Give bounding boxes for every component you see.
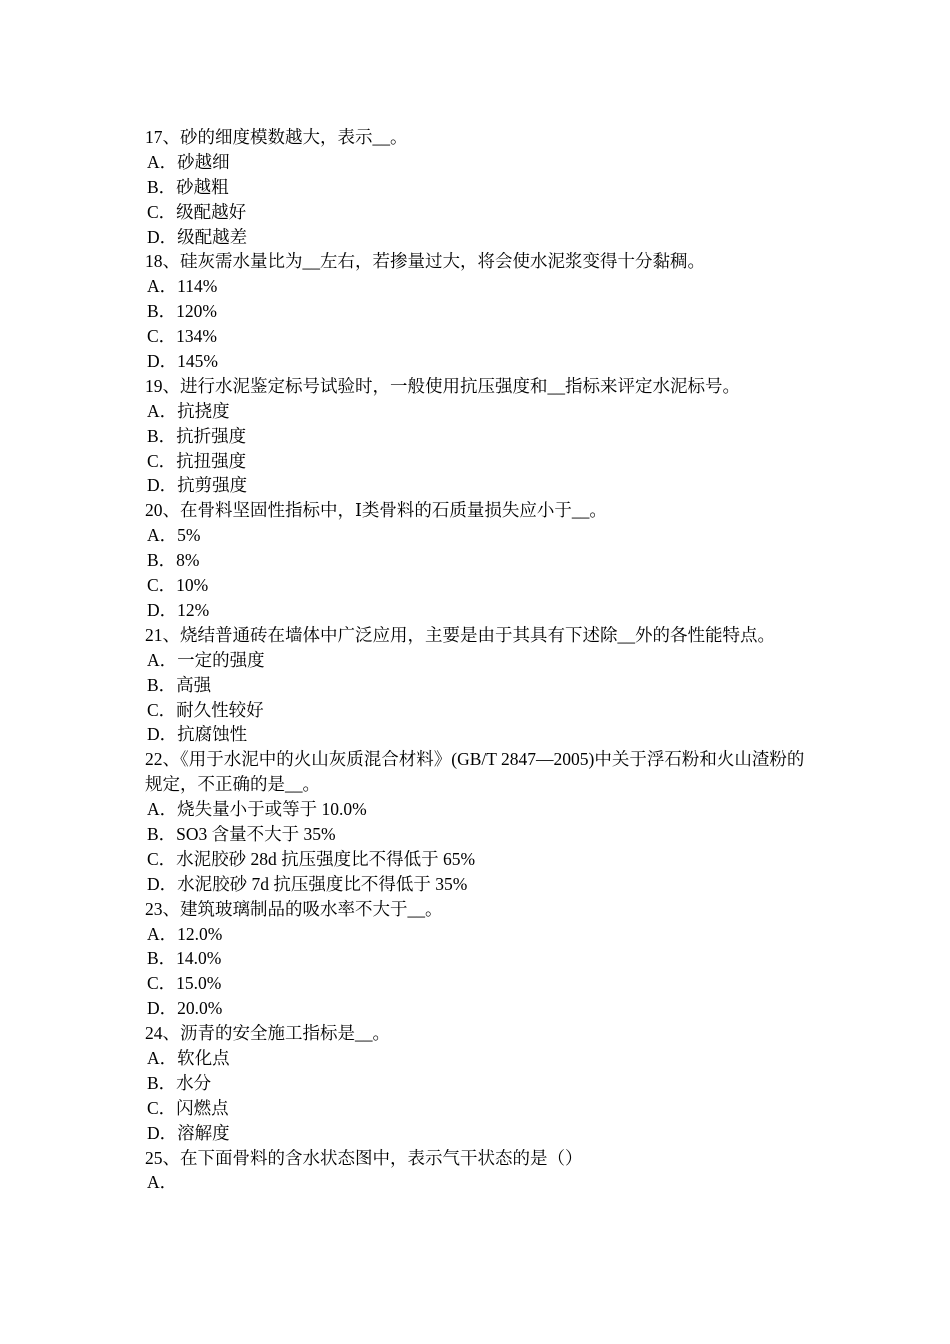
option-c: C．级配越好 (147, 201, 247, 222)
option-a: A．软化点 (147, 1048, 230, 1068)
option-c: C．耐久性较好 (147, 699, 264, 720)
question-22 (145, 747, 817, 896)
question-21 (145, 623, 817, 747)
option-c: C．水泥胶砂 28d 抗压强度比不得低于 65% (147, 848, 476, 869)
option-d: D．抗腐蚀性 (147, 724, 248, 745)
option-b: B．水分 (147, 1072, 212, 1093)
option-a: A．砂越细 (147, 151, 230, 172)
question-17 (145, 125, 817, 249)
option-a: A． (147, 1172, 178, 1193)
option-b: B．8% (147, 550, 200, 571)
option-a: A．烧失量小于或等于 10.0% (147, 799, 367, 820)
option-a: A．一定的强度 (147, 649, 265, 670)
question-stem: 20、在骨料坚固性指标中，Ⅰ类骨料的石质量损失应小于__。 (145, 500, 607, 521)
question-18 (145, 249, 817, 373)
question-24 (145, 1021, 817, 1145)
option-d: D．级配越差 (147, 226, 248, 247)
option-d: D．145% (147, 351, 218, 372)
question-stem: 21、烧结普通砖在墙体中广泛应用，主要是由于其具有下述除__外的各性能特点。 (145, 624, 775, 645)
option-c: C．15.0% (147, 973, 222, 994)
question-list (145, 125, 817, 1195)
question-stem: 25、在下面骨料的含水状态图中，表示气干状态的是（） (145, 1147, 583, 1168)
option-b: B．14.0% (147, 948, 222, 969)
option-c: C．10% (147, 575, 209, 596)
question-23 (145, 897, 817, 1021)
option-c: C．闪燃点 (147, 1097, 229, 1118)
option-d: D．12% (147, 599, 210, 620)
question-stem: 24、沥青的安全施工指标是__。 (145, 1023, 390, 1044)
option-b: B．高强 (147, 674, 212, 695)
question-stem: 19、进行水泥鉴定标号试验时，一般使用抗压强度和__指标来评定水泥标号。 (145, 375, 740, 396)
question-19 (145, 374, 817, 498)
question-20 (145, 498, 817, 622)
option-d: D．抗剪强度 (147, 475, 248, 496)
question-stem: 22、《用于水泥中的火山灰质混合材料》(GB/T 2847—2005)中关于浮石粉和火山渣粉的规定，不正确的是__。 (145, 749, 805, 795)
option-a: A．114% (147, 276, 218, 297)
option-d: D．20.0% (147, 998, 223, 1019)
option-c: C．抗扭强度 (147, 450, 247, 471)
option-d: D．水泥胶砂 7d 抗压强度比不得低于 35% (147, 873, 468, 894)
option-b: B．120% (147, 301, 217, 322)
question-stem: 17、砂的细度模数越大，表示__。 (145, 127, 408, 147)
question-stem: 23、建筑玻璃制品的吸水率不大于__。 (145, 898, 443, 919)
option-a: A．抗挠度 (147, 400, 230, 421)
option-b: B．SO3 含量不大于 35% (147, 823, 336, 844)
option-c: C．134% (147, 326, 217, 347)
option-d: D．溶解度 (147, 1122, 230, 1143)
option-a: A．12.0% (147, 923, 223, 944)
option-a: A．5% (147, 525, 201, 546)
question-stem: 18、硅灰需水量比为__左右，若掺量过大，将会使水泥浆变得十分黏稠。 (145, 251, 705, 272)
question-25 (145, 1146, 817, 1196)
option-b: B．抗折强度 (147, 425, 247, 446)
option-b: B．砂越粗 (147, 176, 229, 197)
